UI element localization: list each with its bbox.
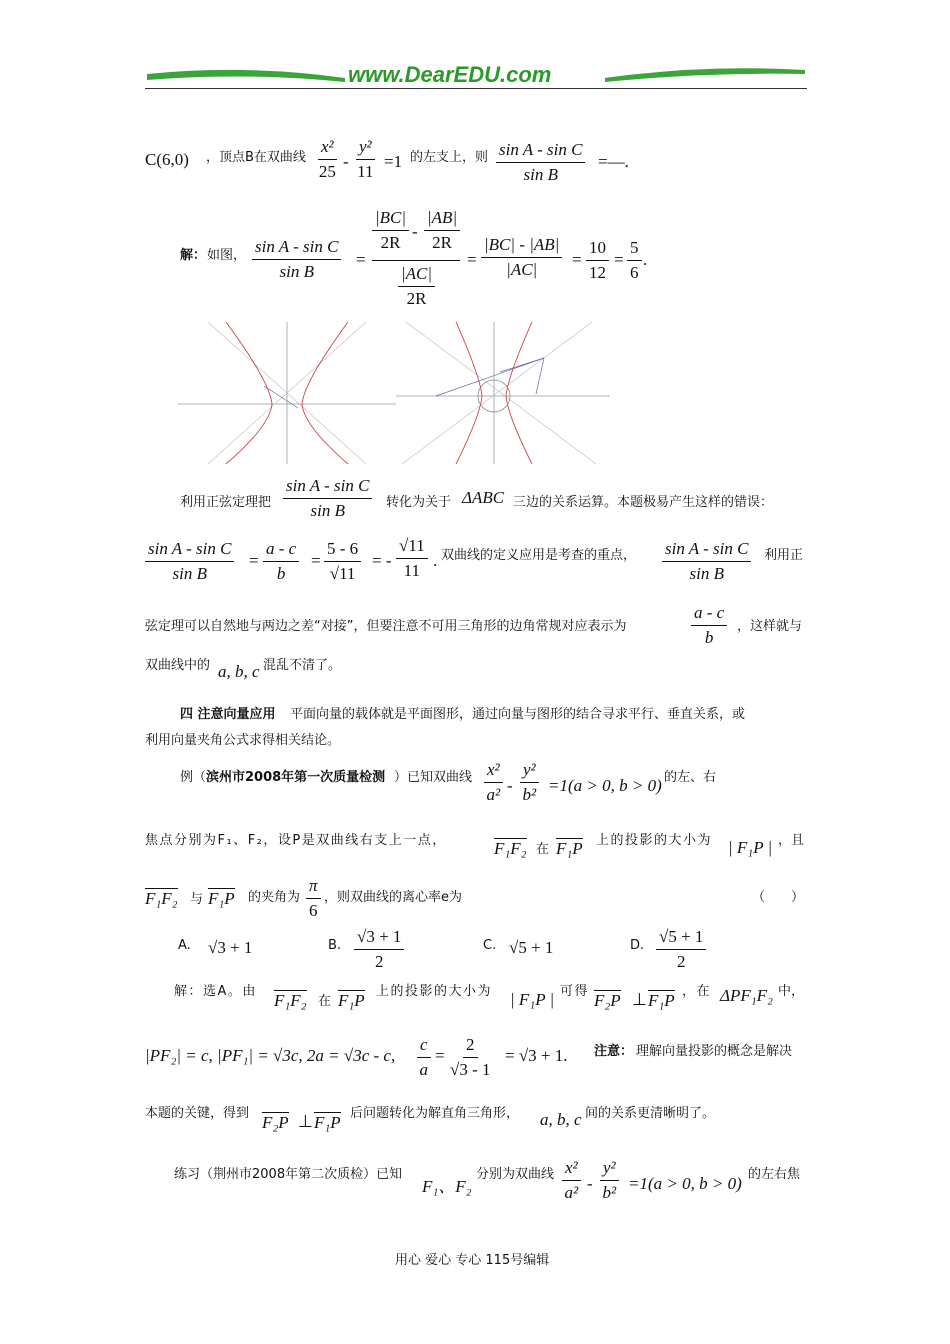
triangle: ΔPF₁F₂ [720, 986, 773, 1005]
text: ，且 [778, 833, 805, 848]
solution-label: 解： [180, 248, 207, 263]
text: ，顶点B在双曲线 [206, 150, 306, 165]
fraction: $\frac{a - c}{b}$ [263, 539, 299, 584]
vector: F₂P [262, 1113, 289, 1132]
text: 如图， [207, 248, 247, 263]
fraction: $\frac{2}{√3 - 1}$ [450, 1035, 491, 1079]
text: 的左右焦 [748, 1167, 801, 1182]
fraction: $\frac{|BC| - |AB|}{|AC|}$ [481, 235, 562, 280]
vector: F₂P [594, 991, 621, 1010]
text: 后问题转化为解直角三角形， [350, 1106, 520, 1121]
option-b-label: B. [328, 938, 342, 953]
vector: F₁P [648, 991, 675, 1010]
note-label: 注意： [594, 1044, 634, 1059]
text: 理解向量投影的概念是解决 [636, 1044, 793, 1059]
fraction: $\frac{\text{sin A - sin C}}{\text{sin B}}$ [496, 140, 585, 185]
text: 与 [190, 892, 204, 907]
text: 的左、右 [664, 770, 717, 785]
equals: = [467, 250, 477, 269]
fraction: $\frac{5 - 6}{√11}$ [324, 539, 361, 584]
text: 分别为双曲线 [476, 1167, 555, 1182]
equals: = [249, 551, 259, 570]
fraction: $\frac{\text{x²}}{25}$ [318, 137, 336, 181]
text: ，这样就与 [737, 619, 803, 634]
foci: F₁、F₂ [422, 1177, 472, 1196]
text: 在 [318, 994, 332, 1009]
fraction: $\frac{\text{x²}}{\text{a²}}$ [484, 760, 503, 805]
text: 利用正弦定理把 [180, 495, 272, 510]
triangle-abc: ΔABC [462, 488, 505, 507]
text: 双曲线的定义应用是考查的重点， [441, 548, 637, 563]
fraction: $\frac{\text{sin A - sin C}}{\text{sin B}}$ [145, 539, 234, 584]
text: 上的投影的大小为 [596, 833, 713, 848]
equation-rhs: =1 [384, 152, 403, 171]
minus-sign: - [343, 152, 349, 171]
text: 的左支上，则 [410, 150, 489, 165]
text: 的夹角为 [248, 890, 301, 905]
hyperbola-figure-left [178, 322, 396, 464]
text: 三边的关系运算。本题极易产生这样的错误： [513, 495, 774, 510]
vector-magnitude: | F₁P | [728, 838, 773, 857]
condition: =1(a > 0, b > 0) [628, 1174, 742, 1193]
fraction: $\frac{10}{12}$ [586, 238, 609, 283]
vector: F₁P [314, 1113, 341, 1132]
text: 解：选A。由 [174, 984, 257, 999]
fraction: $\frac{\text{y²}}{\text{b²}}$ [600, 1158, 619, 1203]
text: 例（ [180, 770, 207, 785]
option-a-label: A. [178, 938, 191, 953]
minus-sign: - [507, 776, 513, 795]
equals: = [614, 250, 624, 269]
perpendicular-sign: ⊥ [632, 990, 647, 1009]
text: 混乱不清了。 [263, 658, 342, 673]
fraction: $\frac{a - c}{b}$ [691, 603, 727, 648]
text: ，在 [682, 984, 712, 999]
header-rule [145, 88, 807, 89]
text: 平面向量的载体就是平面图形，通过向量与图形的结合寻求平行、垂直关系，或 [290, 707, 746, 722]
equals-minus: = - [372, 551, 392, 570]
period: . [643, 250, 648, 269]
equals: = [311, 551, 321, 570]
fraction: $\frac{\text{y²}}{11}$ [357, 137, 374, 181]
text: 间的关系更清晰明了。 [585, 1106, 716, 1121]
vector: F₁P [556, 839, 583, 858]
vector: F₁F₂ [494, 839, 527, 858]
compound-fraction: $\frac{|BC|}{2R}$ - $\frac{|AB|}{2R}$ $\frac{|AC|}{2R}$ [372, 208, 462, 314]
text: 练习（荆州市2008年第二次质检）已知 [174, 1167, 403, 1182]
option-c: √5 + 1 [509, 938, 554, 957]
text: 本题的关键，得到 [145, 1106, 250, 1121]
text: 转化为关于 [386, 495, 452, 510]
text: 焦点分别为F₁、F₂，设P是双曲线右支上一点， [145, 833, 447, 848]
option-a: √3 + 1 [208, 938, 253, 957]
text: 利用向量夹角公式求得相关结论。 [145, 733, 341, 748]
fraction: $\frac{\text{y²}}{\text{b²}}$ [520, 760, 539, 805]
blank: =—. [598, 152, 629, 171]
minus-sign: - [587, 1174, 593, 1193]
page-footer: 用心 爱心 专心 115号编辑 [395, 1253, 550, 1268]
text: 上的投影的大小为 [376, 984, 493, 999]
fraction: $\frac{c}{a}$ [417, 1035, 431, 1080]
option-d-label: D. [630, 938, 645, 953]
fraction: $\frac{5}{6}$ [627, 238, 642, 283]
example-source: 滨州市2008年第一次质量检测 [206, 770, 386, 785]
abc: a, b, c [540, 1110, 582, 1129]
fraction: $\frac{\text{sin A - sin C}}{\text{sin B}}$ [283, 476, 372, 521]
vector: F₁F₂ [274, 991, 307, 1010]
vector: F₁P [338, 991, 365, 1010]
text: 双曲线中的 [145, 658, 211, 673]
answer-paren: （ ） [752, 890, 805, 905]
text: ，则双曲线的离心率e为 [324, 890, 462, 905]
fraction: $\frac{√11}{11}$ [396, 536, 428, 581]
text: 弦定理可以自然地与两边之差“对接”，但要注意不可用三角形的边角常规对应表示为 [145, 619, 627, 634]
equation: = √3 + 1. [505, 1046, 568, 1065]
option-c-label: C. [483, 938, 497, 953]
fraction: $\frac{\text{sin A - sin C}}{\text{sin B}}$ [252, 237, 341, 282]
text: 中， [778, 984, 805, 999]
section-title: 四 注意向量应用 [180, 707, 276, 722]
perpendicular-sign: ⊥ [298, 1112, 313, 1131]
condition: =1(a > 0, b > 0) [548, 776, 662, 795]
equals: = [356, 250, 366, 269]
equation: |PF₂| = c, |PF₁| = √3c, 2a = √3c - c, [145, 1046, 396, 1065]
fraction: $\frac{\pi}{6}$ [306, 876, 321, 921]
point-c: C(6,0) [145, 150, 189, 169]
hyperbola-figure-right [396, 322, 610, 464]
site-logo: www.DearEDU.com [348, 62, 552, 87]
vector-magnitude: | F₁P | [510, 990, 555, 1009]
abc: a, b, c [218, 662, 260, 681]
option-d: $\frac{√5 + 1}{2}$ [656, 927, 706, 972]
text: 可得 [560, 984, 590, 999]
text: ）已知双曲线 [394, 770, 473, 785]
vector: F₁P [208, 889, 235, 908]
fraction: $\frac{\text{x²}}{\text{a²}}$ [562, 1158, 581, 1203]
period: . [433, 551, 438, 570]
text: 利用正 [764, 548, 804, 563]
equals: = [572, 250, 582, 269]
text: 在 [536, 842, 550, 857]
vector: F₁F₂ [145, 889, 178, 908]
fraction: $\frac{\text{sin A - sin C}}{\text{sin B}}$ [662, 539, 751, 584]
equals: = [435, 1046, 445, 1065]
option-b: $\frac{√3 + 1}{2}$ [354, 927, 404, 972]
